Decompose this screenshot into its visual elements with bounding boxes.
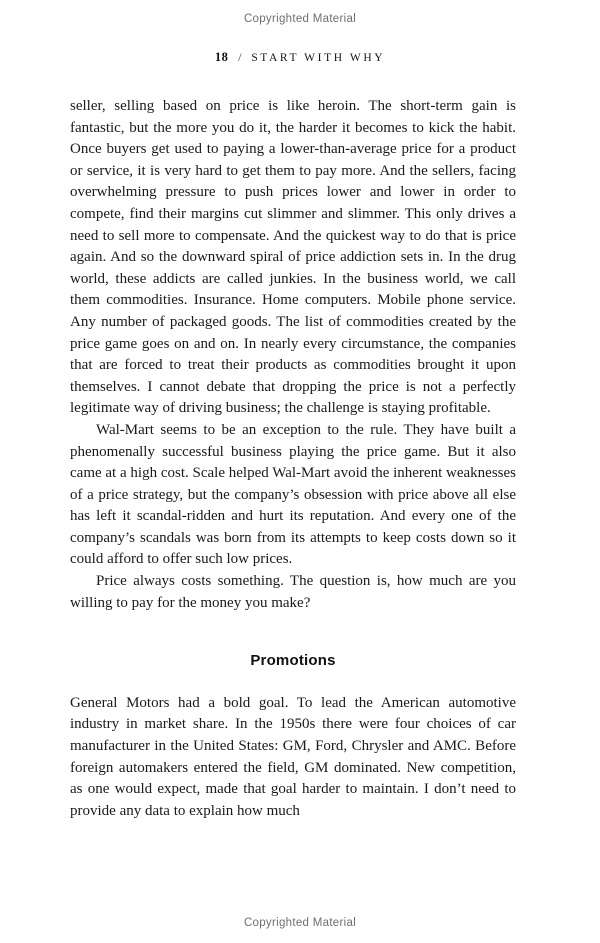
paragraph-walmart: Wal-Mart seems to be an exception to the rule. They have built a phenomenally successful business playing the price game. But it also came at a high cost. Scale helped Wal-Mart avoid the inherent weaknesses of a price strategy, but the company’s obsession with price above all else has left it scandal-ridden and hurt its reputation. And every one of the company’s scandals was born from its attempts to keep costs down so it could afford to offer such low prices.	[70, 421, 516, 568]
page-number: 18	[214, 50, 229, 64]
paragraph-price-heroin: seller, selling based on price is like heroin. The short-term gain is fantastic, but the more you do it, the harder it becomes to kick the habit. Once buyers get used to paying a lower-than-average price for a product or service, it is very hard to get them to pay more. And the sellers, facing overwhelming pressure to push prices lower and lower in order to compete, find their margins cut slimmer and slimmer. This only drives a need to sell more to compensate. And the quickest way to do that is price again. And so the downward spiral of price addiction sets in. In the drug world, these addicts are called junkies. In the business world, we call them commodities. Insurance. Home computers. Mobile phone service. Any number of packaged goods. The list of commodities created by the price game goes on and on. In nearly every circumstance, the companies that are forced to treat their products as commodities brought it upon themselves. I cannot debate that dropping the price is not a perfectly legitimate way of driving business; the challenge is staying profitable.	[70, 98, 516, 417]
running-header	[0, 50, 600, 65]
book-title: START WITH WHY	[251, 52, 386, 64]
page-body	[70, 96, 516, 822]
paragraph-price-costs: Price always costs something. The question is, how much are you willing to pay for the money you make?	[70, 573, 516, 611]
paragraph-general-motors: General Motors had a bold goal. To lead the American automotive industry in market share. In the 1950s there were four choices of car manufacturer in the United States: GM, Ford, Chrysler and AMC. Before foreign automakers entered the field, GM dominated. New competition, as one would expect, made that goal harder to maintain. I don’t need to provide any data to explain how much	[70, 694, 516, 819]
header-separator: /	[238, 52, 242, 64]
copyright-notice-bottom: Copyrighted Material	[243, 917, 357, 929]
section-heading-promotions: Promotions	[250, 652, 336, 670]
copyright-notice-top: Copyrighted Material	[243, 13, 357, 25]
